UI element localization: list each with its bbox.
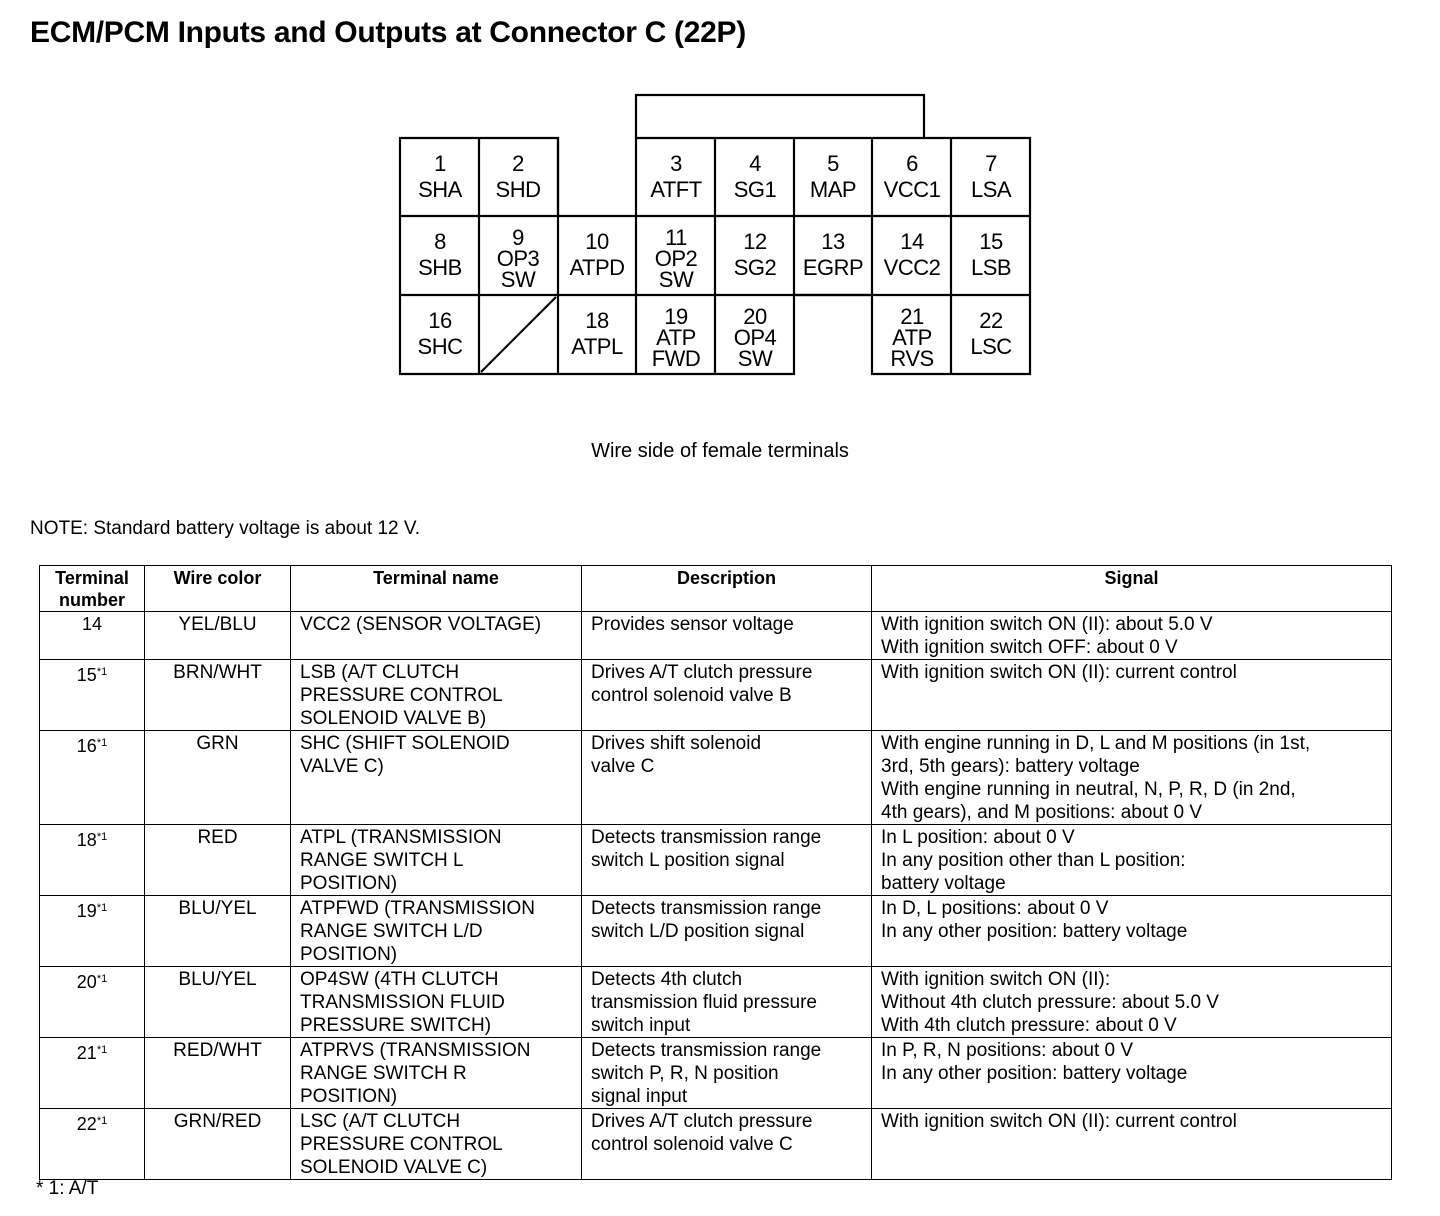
terminal-signal-label: SHA <box>418 177 462 202</box>
terminal-signal-label: ATP <box>656 325 696 350</box>
terminal-number: 15 <box>76 665 97 685</box>
cell-wire-color: RED <box>145 825 291 896</box>
cell-terminal-number <box>40 1109 145 1180</box>
terminal-table <box>39 565 1392 1180</box>
terminal-signal-label: OP2 <box>654 246 698 271</box>
terminal-number-label: 8 <box>434 229 446 254</box>
terminal-signal-label: ATPL <box>571 334 623 359</box>
cell-description: Detects 4th clutch transmission fluid pressure switch input <box>582 967 872 1038</box>
cell-wire-color: GRN <box>145 731 291 825</box>
cell-description: Detects transmission range switch L position signal <box>582 825 872 896</box>
table-row <box>40 896 1392 967</box>
terminal-number-label: 19 <box>664 304 688 329</box>
table-row <box>40 967 1392 1038</box>
cell-signal: With ignition switch ON (II): current control <box>872 660 1392 731</box>
terminal-signal-label: ATFT <box>650 177 702 202</box>
cell-description: Provides sensor voltage <box>582 612 872 660</box>
terminal-number-label: 3 <box>670 151 682 176</box>
cell-signal: In P, R, N positions: about 0 V In any other position: battery voltage <box>872 1038 1392 1109</box>
cell-terminal-name: VCC2 (SENSOR VOLTAGE) <box>291 612 582 660</box>
terminal-number-label: 14 <box>900 229 924 254</box>
cell-terminal-number <box>40 825 145 896</box>
terminal-number: 19 <box>76 901 97 921</box>
cell-wire-color: RED/WHT <box>145 1038 291 1109</box>
terminal-number-label: 12 <box>743 229 767 254</box>
terminal-number-label: 2 <box>512 151 524 176</box>
terminal-signal-label: SW <box>737 346 773 371</box>
cell-wire-color: BLU/YEL <box>145 896 291 967</box>
connector-diagram <box>0 0 1440 420</box>
cell-description: Drives shift solenoid valve C <box>582 731 872 825</box>
blank-cavity-slash <box>481 297 556 372</box>
terminal-signal-label: SHC <box>417 334 463 359</box>
terminal-number-label: 13 <box>821 229 845 254</box>
terminal-signal-label: SW <box>500 267 536 292</box>
footnote-mark: *1 <box>96 737 108 749</box>
page-title: ECM/PCM Inputs and Outputs at Connector C (22P) <box>30 16 746 49</box>
terminal-signal-label: OP3 <box>496 246 540 271</box>
terminal-signal-label: MAP <box>809 177 857 202</box>
terminal-number-label: 7 <box>985 151 997 176</box>
terminal-number-label: 4 <box>749 151 761 176</box>
header-wire-color: Wire color <box>145 566 291 612</box>
table-row <box>40 731 1392 825</box>
table-row <box>40 1109 1392 1180</box>
terminal-signal-label: SW <box>658 267 694 292</box>
cell-terminal-number <box>40 731 145 825</box>
cell-terminal-number <box>40 967 145 1038</box>
terminal-signal-label: VCC1 <box>883 177 941 202</box>
terminal-number-label: 5 <box>827 151 839 176</box>
cell-terminal-name: OP4SW (4TH CLUTCH TRANSMISSION FLUID PRESSURE SWITCH) <box>291 967 582 1038</box>
terminal-signal-label: SG1 <box>733 177 777 202</box>
cell-signal: In D, L positions: about 0 V In any other position: battery voltage <box>872 896 1392 967</box>
cell-wire-color: GRN/RED <box>145 1109 291 1180</box>
terminal-signal-label: RVS <box>890 346 934 371</box>
terminal-number: 16 <box>76 736 97 756</box>
terminal-number-label: 1 <box>434 151 446 176</box>
terminal-signal-label: SHD <box>495 177 541 202</box>
cell-terminal-number <box>40 1038 145 1109</box>
cell-description: Drives A/T clutch pressure control solenoid valve B <box>582 660 872 731</box>
terminal-number: 21 <box>76 1043 97 1063</box>
terminal-signal-label: LSA <box>970 177 1012 202</box>
footnote-mark: *1 <box>96 1115 108 1127</box>
cell-signal: With engine running in D, L and M positions (in 1st, 3rd, 5th gears): battery voltage With engine running in neutral, N, P, R, D (in 2nd, 4th gears), and M positions: about 0 V <box>872 731 1392 825</box>
table-body <box>40 612 1392 1180</box>
cell-signal: With ignition switch ON (II): Without 4th clutch pressure: about 5.0 V With 4th clutch pressure: about 0 V <box>872 967 1392 1038</box>
terminal-number-label: 21 <box>900 304 924 329</box>
cell-terminal-name: ATPFWD (TRANSMISSION RANGE SWITCH L/D POSITION) <box>291 896 582 967</box>
cell-terminal-name: LSB (A/T CLUTCH PRESSURE CONTROL SOLENOID VALVE B) <box>291 660 582 731</box>
table-header-row <box>40 566 1392 612</box>
cell-terminal-number <box>40 660 145 731</box>
cell-terminal-number <box>40 896 145 967</box>
terminal-number-label: 16 <box>428 308 452 333</box>
cell-terminal-name: ATPL (TRANSMISSION RANGE SWITCH L POSITION) <box>291 825 582 896</box>
cell-wire-color: BRN/WHT <box>145 660 291 731</box>
cell-wire-color: BLU/YEL <box>145 967 291 1038</box>
terminal-number-label: 6 <box>906 151 918 176</box>
table-row <box>40 612 1392 660</box>
terminal-signal-label: ATPD <box>569 255 625 280</box>
connector-lock-tab <box>636 95 924 138</box>
cell-terminal-number <box>40 612 145 660</box>
terminal-number: 18 <box>76 830 97 850</box>
terminal-number-label: 10 <box>585 229 609 254</box>
terminal-signal-label: EGRP <box>802 255 864 280</box>
terminal-signal-label: LSB <box>970 255 1012 280</box>
terminal-number-label: 9 <box>512 225 524 250</box>
cell-signal: With ignition switch ON (II): current control <box>872 1109 1392 1180</box>
terminal-number-label: 18 <box>585 308 609 333</box>
table-row <box>40 660 1392 731</box>
terminal-number: 22 <box>76 1114 97 1134</box>
terminal-signal-label: OP4 <box>733 325 777 350</box>
cell-signal: In L position: about 0 V In any position other than L position: battery voltage <box>872 825 1392 896</box>
terminal-signal-label: SG2 <box>733 255 777 280</box>
terminal-number: 20 <box>76 972 97 992</box>
terminal-signal-label: LSC <box>970 334 1012 359</box>
note-text: NOTE: Standard battery voltage is about 12 V. <box>30 518 421 539</box>
terminal-number-label: 20 <box>743 304 767 329</box>
cell-terminal-name: SHC (SHIFT SOLENOID VALVE C) <box>291 731 582 825</box>
footnote-mark: *1 <box>96 1044 108 1056</box>
cell-signal: With ignition switch ON (II): about 5.0 V With ignition switch OFF: about 0 V <box>872 612 1392 660</box>
footnote-mark: *1 <box>96 973 108 985</box>
cell-description: Detects transmission range switch L/D position signal <box>582 896 872 967</box>
footnote: * 1: A/T <box>36 1178 99 1199</box>
footnote-mark: *1 <box>96 831 108 843</box>
terminal-number: 14 <box>81 614 103 634</box>
terminal-signal-label: FWD <box>651 346 701 371</box>
terminal-number-label: 22 <box>979 308 1003 333</box>
header-signal: Signal <box>872 566 1392 612</box>
terminal-signal-label: VCC2 <box>883 255 941 280</box>
terminal-signal-label: SHB <box>418 255 462 280</box>
terminal-signal-label: ATP <box>892 325 932 350</box>
cell-terminal-name: LSC (A/T CLUTCH PRESSURE CONTROL SOLENOID VALVE C) <box>291 1109 582 1180</box>
cell-description: Drives A/T clutch pressure control solenoid valve C <box>582 1109 872 1180</box>
footnote-mark: *1 <box>96 902 108 914</box>
footnote-mark: *1 <box>96 666 108 678</box>
table-row <box>40 1038 1392 1109</box>
cell-terminal-name: ATPRVS (TRANSMISSION RANGE SWITCH R POSITION) <box>291 1038 582 1109</box>
cell-wire-color: YEL/BLU <box>145 612 291 660</box>
cell-description: Detects transmission range switch P, R, N position signal input <box>582 1038 872 1109</box>
header-terminal-name: Terminal name <box>291 566 582 612</box>
connector-caption: Wire side of female terminals <box>591 440 849 462</box>
header-description: Description <box>582 566 872 612</box>
header-terminal-number: Terminal number <box>40 566 145 612</box>
terminal-number-label: 15 <box>979 229 1003 254</box>
table-row <box>40 825 1392 896</box>
terminal-number-label: 11 <box>665 225 687 250</box>
